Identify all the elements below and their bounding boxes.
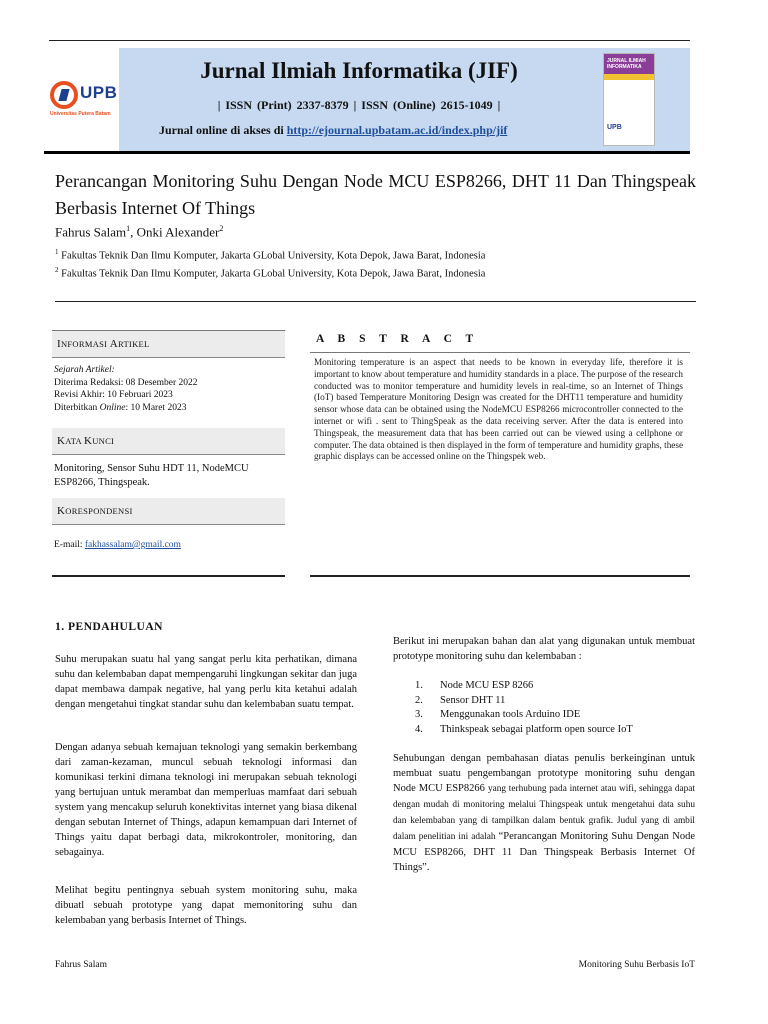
affiliation-text: Fakultas Teknik Dan Ilmu Komputer, Jakarta GLobal University, Kota Depok, Jawa Barat, Indonesia [58,268,486,280]
materials-list [415,679,633,737]
footer-running-title: Monitoring Suhu Berbasis IoT [578,960,695,970]
sidebar-rule [52,524,285,525]
affiliation-mark: 1 [55,248,59,256]
heading-smallcaps: RTIKEL [117,339,150,349]
published-date-value: : 10 Maret 2023 [125,402,187,413]
upb-logo [50,81,120,121]
body-paragraph [393,751,695,875]
heading-smallcaps: ATA [65,436,84,446]
affiliation [55,248,485,262]
abstract-rule [310,352,690,353]
heading-cap: I [57,338,61,350]
body-paragraph: Suhu merupakan suatu hal yang sangat perlu kita perhatikan, dimana suhu dan kelembaban dapat mempengaruhi lingkungan sekitar dan juga dapat membawa dampak negative, hal yang perlu kita ketahui adalah dengan mengetahui tingkat standar suhu dan kelembaban suatu tempat. [55,654,357,710]
history-label: Sejarah Artikel: [54,365,115,375]
journal-title: Jurnal Ilmiah Informatika (JIF) [200,58,518,83]
sidebar-bottom-rule [52,575,285,577]
list-number: 3. [415,709,423,720]
cover-logo: UPB [607,124,622,131]
affiliation [55,266,485,280]
journal-cover-thumbnail [603,53,655,146]
heading-cap: K [57,435,66,447]
upb-logo-subtext: Universitas Putera Batam [50,111,111,117]
online-access-line [159,123,507,138]
email-label: E-mail: [54,540,85,550]
heading-cap: K [57,505,66,517]
heading-smallcaps: ORESPONDENSI [65,506,133,516]
email-link[interactable]: fakhassalam@gmail.com [84,540,181,550]
upb-logo-text: UPB [80,83,118,102]
section-heading: 1. PENDAHULUAN [55,621,163,633]
list-item [415,694,633,709]
paragraph-text: “Perancangan Monitoring Suhu Dengan Node MCU ESP8266, DHT 11 Dan Thingspeak Berbasis Internet Of Things”. [393,831,695,873]
cover-band [604,74,654,80]
body-paragraph: Dengan adanya sebuah kemajuan teknologi yang semakin berkembang dari zaman-kezaman, muncul sebuah teknologi informasi dan komunikasi terkini dimana teknologi ini merupakan sebuah teknologi yang bertujuan untuk merambat dan memperluas mamfaat dari sebuah system yang mencakup seluruh konektivitas internet yang biasa dikenal dengan sebutan Internet of Things, adapun kemampuan dari Internet of Things yaitu dapat berbagi data, mikrokontroler, monitoring, dan sebagainya. [55,742,357,858]
published-online: Online [99,402,126,413]
author-name: Fahrus Salam [55,224,127,240]
author-name: Onki Alexander [136,224,220,240]
banner-logo-area [44,48,119,152]
published-date [54,402,198,415]
paper-title: Perancangan Monitoring Suhu Dengan Node MCU ESP8266, DHT 11 Dan Thingspeak Berbasis Internet Of Things [55,171,696,218]
heading-smallcaps: NFORMASI [60,339,110,349]
received-date: Diterima Redaksi: 08 Desember 2022 [54,377,198,388]
list-number: 4. [415,723,423,735]
revised-date: Revisi Akhir: 10 Februari 2023 [54,390,173,400]
list-item [415,723,633,738]
body-paragraph: Berikut ini merupakan bahan dan alat yang digunakan untuk membuat prototype monitoring suhu dan kelembaban : [393,636,695,662]
header-divider [55,301,696,302]
heading-smallcaps: UNCI [92,436,115,446]
abstract-text: Monitoring temperature is an aspect that needs to be known in everyday life, therefore it is important to know about temperature and humidity standards in a place. The purpose of the research conducted was to monitor temperature and humidity levels in real-time, so an Internet of Things (IoT) based Temperature Monitoring Design was created for the DHT11 temperature and humidity sensor whose data can be obtained using the NodeMCU ESP8266 microcontroller connected to the internet or wifi . sent to ThingSpeak as the data receiving server. After the data is entered into Thingspeak, the measurement data that has been carried out can be viewed using a cellphone or computer. The data obtained is then displayed in the form of temperature and humidity graphs, these graphic displays can be accessed online on the Thingspek web. [314,357,684,462]
list-text: Menggunakan tools Arduino IDE [440,709,581,720]
list-text: Sensor DHT 11 [440,694,506,706]
cover-title: JURNAL ILMIAH INFORMATIKA [607,58,646,70]
correspondence-heading [52,498,285,524]
issn-line: | ISSN (Print) 2337-8379 | ISSN (Online) 2615-1049 | [217,98,501,112]
header-top-rule [49,40,690,41]
abstract-heading: A B S T R A C T [316,333,479,345]
upb-logo-icon [50,81,78,109]
list-number: 2. [415,694,423,706]
online-access-prefix: Jurnal online di akses di [159,123,287,137]
banner-cover-area [599,48,690,152]
affiliation-text: Fakultas Teknik Dan Ilmu Komputer, Jakarta GLobal University, Kota Depok, Jawa Barat, Indonesia [58,250,486,262]
affiliation-mark: 2 [55,266,59,274]
journal-url-link[interactable]: http://ejournal.upbatam.ac.id/index.php/jif [286,123,508,137]
paragraph-text-small: yang terhubung pada internet atau wifi, sehingga dapat dengan mudah di monitoring melalui Thingspeak untuk mengetahui data suhu dan kelembaban yang di tampilkan dalam bentuk grafik. Judul yang di ambil dalam penelitian ini adalah [393,784,695,842]
paragraph-text: Sehubungan dengan pembahasan diatas penulis berkeinginan untuk membuat suatu pengembangan prototype monitoring suhu dengan Node MCU ESP8266 [393,753,695,794]
abstract-bottom-rule [310,575,690,577]
heading-cap: K [83,435,93,447]
banner-bottom-rule [44,151,690,154]
list-number: 1. [415,680,423,691]
author-affil-mark: 1 [126,224,131,233]
keywords-text: Monitoring, Sensor Suhu HDT 11, NodeMCU ESP8266, Thingspeak. [54,463,249,488]
sidebar-rule [52,454,285,455]
author-affil-mark: 2 [219,224,224,233]
author-separator: , [130,224,137,240]
keywords-heading [52,428,285,454]
sidebar-rule [52,357,285,358]
list-text: Node MCU ESP 8266 [440,680,534,691]
body-paragraph: Melihat begitu pentingnya sebuah system monitoring suhu, maka dibuatl sebuah prototype yang dapat memonitoring suhu dan kelembaban yang berbasis Internet of Things. [55,885,357,926]
article-info-heading [52,331,285,357]
heading-cap: A [109,338,118,350]
article-history [54,364,198,414]
footer-author: Fahrus Salam [55,960,107,970]
list-text: Thinkspeak sebagai platform open source IoT [440,723,633,735]
list-item [415,708,633,723]
list-item [415,679,633,694]
correspondence-email [54,540,181,550]
journal-banner [44,48,690,152]
banner-title-area [119,48,599,152]
author-line [55,224,223,240]
published-prefix: Diterbitkan [54,402,100,413]
